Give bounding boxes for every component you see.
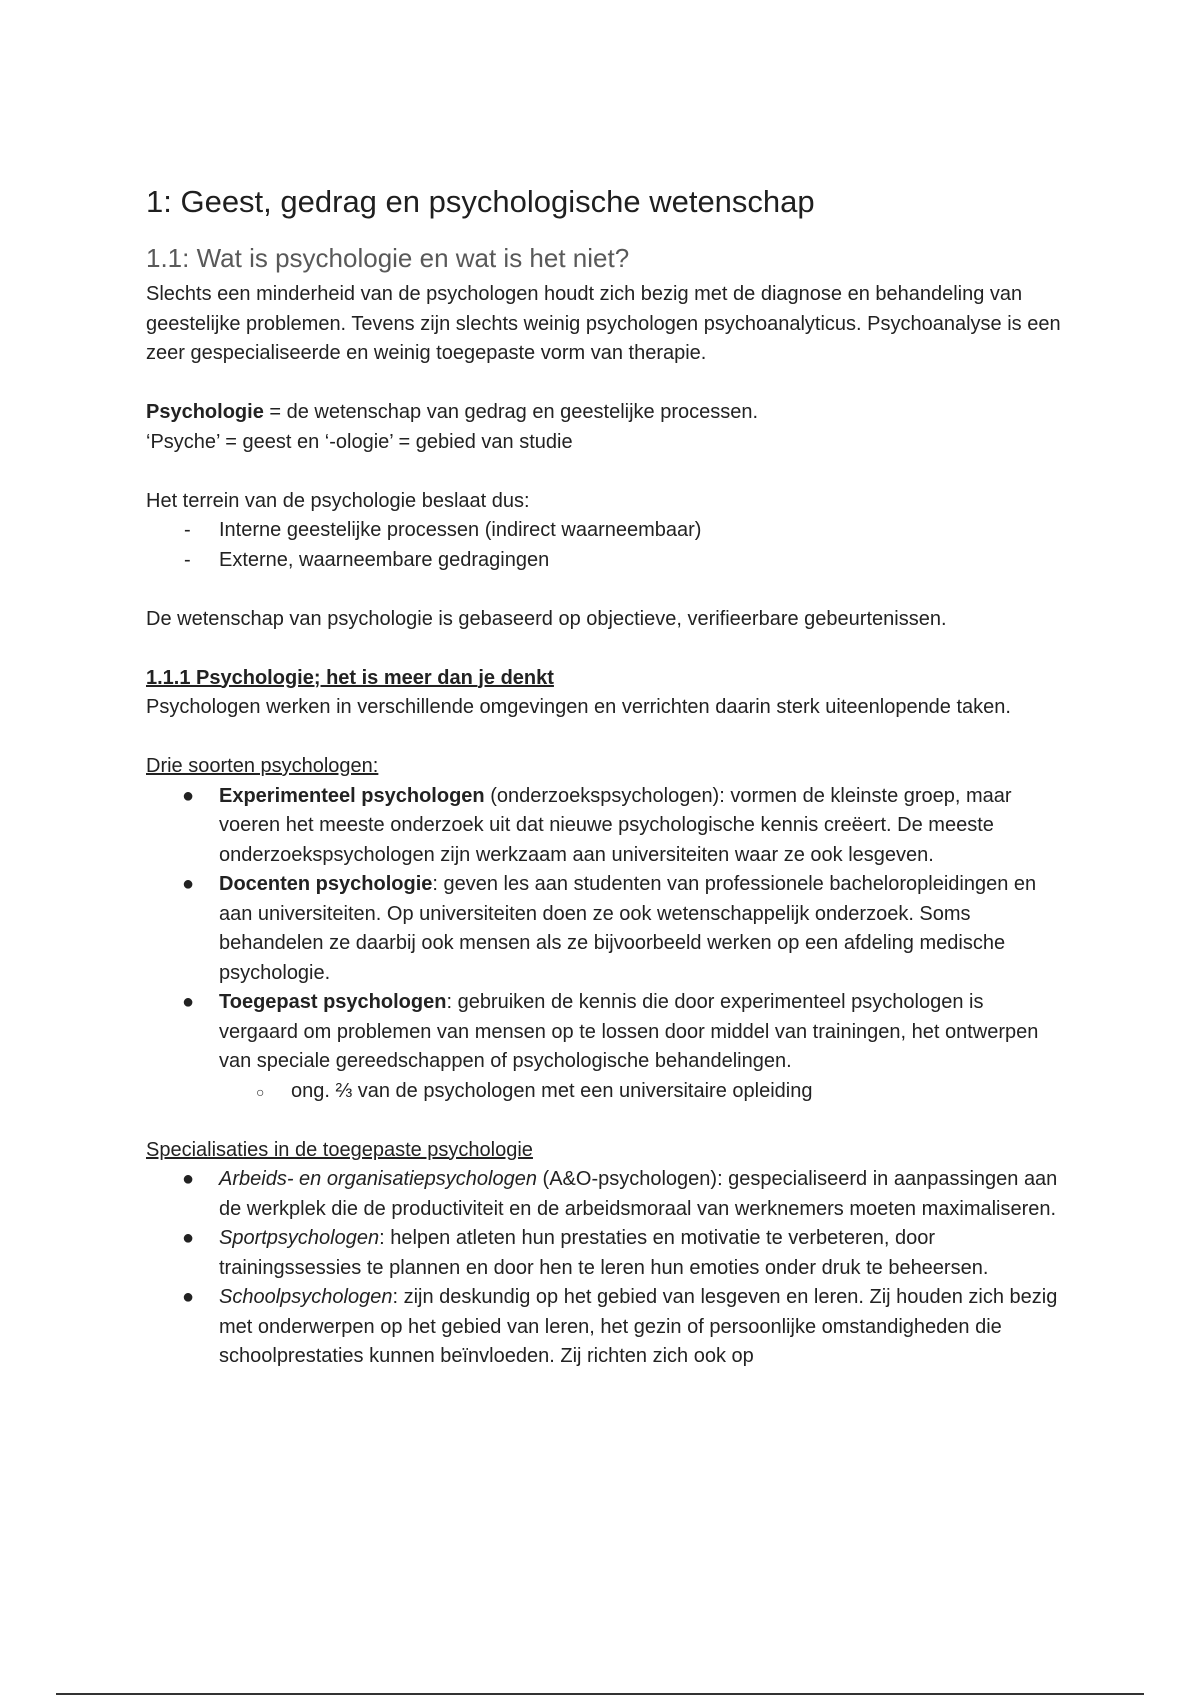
list-item: [146, 988, 1066, 1077]
circle-marker: ○: [256, 1083, 265, 1100]
spacer: [146, 575, 1066, 605]
spacer: [146, 1106, 1066, 1136]
item-term: Experimenteel psychologen: [219, 784, 485, 807]
list-item: [146, 782, 1066, 871]
kinds-heading: Drie soorten psychologen:: [146, 755, 379, 777]
sub-item-text: ong. ⅔ van de psychologen met een universitaire opleiding: [291, 1079, 813, 1102]
bullet-marker: ●: [182, 1227, 195, 1249]
spacer: [146, 369, 1066, 399]
chapter-title: 1: Geest, gedrag en psychologische wetenschap: [146, 184, 815, 219]
bullet-marker: ●: [182, 991, 195, 1013]
kinds-sublist: [146, 1077, 1066, 1107]
item-text: (onderzoekspsychologen): vormen de kleinste groep, maar voeren het meeste onderzoek uit dat nieuwe psychologische kennis creëert. De meeste onderzoekspsychologen zijn werkzaam aan universiteiten waar ze ook lesgeven.: [219, 784, 1012, 866]
subsection-paragraph: Psychologen werken in verschillende omgevingen en verrichten daarin sterk uiteenlopende taken.: [146, 696, 1011, 718]
section-title: 1.1: Wat is psychologie en wat is het niet?: [146, 243, 630, 273]
item-term: Docenten psychologie: [219, 873, 433, 895]
etymology-line: ‘Psyche’ = geest en ‘-ologie’ = gebied van studie: [146, 430, 573, 453]
bullet-marker: ●: [182, 1286, 195, 1308]
item-text: : geven les aan studenten van professionele bacheloropleidingen en aan universiteiten. Op universiteiten doen ze ook wetenschappelijk onderzoek. Soms behandelen ze daarbij ook mensen als ze bijvoorbeeld werken op een afdeling medische psychologie.: [219, 873, 1037, 984]
list-item: [146, 546, 1066, 576]
document-page: [146, 180, 1066, 1372]
item-term: Sportpsychologen: [219, 1227, 380, 1249]
spacer: [146, 457, 1066, 487]
spacer: [146, 634, 1066, 664]
list-item: [146, 1283, 1066, 1372]
science-paragraph: De wetenschap van psychologie is gebaseerd op objectieve, verifieerbare gebeurtenissen.: [146, 607, 947, 630]
definition-line: [146, 398, 1066, 428]
subsection-title: 1.1.1 Psychologie; het is meer dan je denkt: [146, 666, 554, 689]
item-term: Arbeids- en organisatiepsychologen: [219, 1168, 537, 1190]
item-text: (A&O-psychologen): gespecialiseerd in aanpassingen aan de werkplek die de productiviteit en de arbeidsmoraal van werknemers moeten maximaliseren.: [219, 1168, 1058, 1220]
dash-marker: -: [184, 519, 191, 541]
item-text: : zijn deskundig op het gebied van lesgeven en leren. Zij houden zich bezig met onderwerpen op het gebied van leren, het gezin of persoonlijke omstandigheden die schoolprestaties kunnen beïnvloeden. Zij richten zich ook op: [219, 1286, 1058, 1367]
spacer: [146, 723, 1066, 753]
list-item-text: Externe, waarneembare gedragingen: [219, 548, 550, 571]
list-item: [146, 516, 1066, 546]
specializations-heading: Specialisaties in de toegepaste psychologie: [146, 1138, 533, 1161]
definition-text: = de wetenschap van gedrag en geestelijke processen.: [263, 401, 759, 423]
intro-paragraph: Slechts een minderheid van de psychologen houdt zich bezig met de diagnose en behandeling van geestelijke problemen. Tevens zijn slechts weinig psychologen psychoanalyticus. Psychoanalyse is een zeer gespecialiseerde en weinig toegepaste vorm van therapie.: [146, 283, 1061, 364]
terrain-list: [146, 516, 1066, 575]
specializations-list: [146, 1165, 1066, 1372]
item-text: : helpen atleten hun prestaties en motivatie te verbeteren, door trainingssessies te plannen en door hen te leren hun emoties onder druk te beheersen.: [219, 1227, 989, 1279]
item-term: Toegepast psychologen: [219, 991, 447, 1013]
item-term: Schoolpsychologen: [219, 1286, 393, 1308]
list-item: [146, 1165, 1066, 1224]
bullet-marker: ●: [182, 1168, 195, 1190]
dash-marker: -: [184, 548, 191, 571]
page-bottom-rule: [56, 1693, 1144, 1695]
list-item: [146, 1224, 1066, 1283]
bullet-marker: ●: [182, 873, 195, 895]
sub-list-item: [146, 1077, 1066, 1107]
definition-term: Psychologie: [146, 401, 264, 423]
bullet-marker: ●: [182, 784, 195, 807]
list-item-text: Interne geestelijke processen (indirect waarneembaar): [219, 519, 702, 541]
list-item: [146, 870, 1066, 988]
terrain-lead: Het terrein van de psychologie beslaat dus:: [146, 489, 530, 512]
kinds-list: [146, 782, 1066, 1077]
item-text: : gebruiken de kennis die door experimenteel psychologen is vergaard om problemen van mensen op te lossen door middel van trainingen, het ontwerpen van speciale gereedschappen of psychologische behandelingen.: [219, 991, 1039, 1072]
